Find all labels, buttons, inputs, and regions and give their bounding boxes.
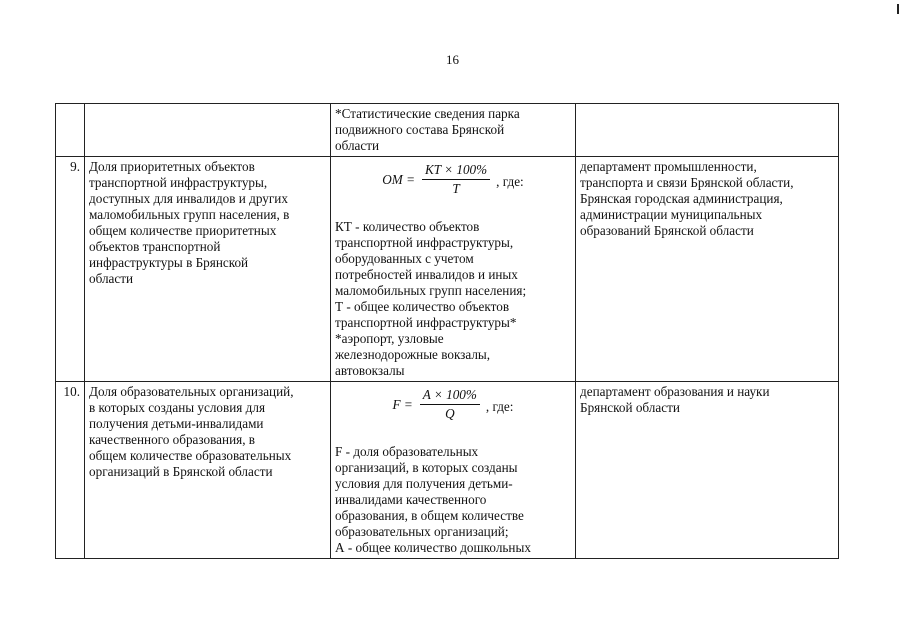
formula-lhs: F = xyxy=(392,396,413,412)
method-text: F - доля образовательных организаций, в которых созданы условия для получения детьми- инвалидами качественного образования, в общем количестве образовательных организаций; А - общее количество дошкольных xyxy=(335,444,531,555)
formula xyxy=(335,387,571,422)
row-number: 9. xyxy=(70,159,80,174)
responsible-text: департамент промышленности, транспорта и связи Брянской области, Брянская городская администрация, администрации муниципальных образований Брянской области xyxy=(580,159,794,238)
responsible-text: департамент образования и науки Брянской области xyxy=(580,384,770,415)
table-row xyxy=(56,157,839,382)
row-number-cell xyxy=(56,157,85,382)
formula-denominator: T xyxy=(452,181,460,196)
indicator-name-cell xyxy=(85,382,331,559)
indicator-name-cell xyxy=(85,157,331,382)
row-number-cell xyxy=(56,382,85,559)
row-number-cell xyxy=(56,104,85,157)
formula-suffix: , где: xyxy=(485,398,514,414)
formula-lhs: OM = xyxy=(382,171,415,187)
formula xyxy=(335,162,571,197)
formula-numerator: A × 100% xyxy=(420,387,480,405)
method-text: КТ - количество объектов транспортной инфраструктуры, оборудованных с учетом потребностей инвалидов и иных маломобильных групп населения; Т - общее количество объектов транспортной инфраструктуры* *аэропорт, узловые железнодорожные вокзалы, автовокзалы xyxy=(335,219,527,378)
indicators-table xyxy=(55,103,839,559)
table-row xyxy=(56,104,839,157)
method-cell xyxy=(331,382,576,559)
scan-edge-mark xyxy=(897,4,899,14)
indicator-name-cell xyxy=(85,104,331,157)
method-cell xyxy=(331,157,576,382)
method-cell xyxy=(331,104,576,157)
formula-denominator: Q xyxy=(445,406,455,421)
indicator-name: Доля приоритетных объектов транспортной инфраструктуры, доступных для инвалидов и других маломобильных групп населения, в общем количестве приоритетных объектов транспортной инфраструктуры в Брянской области xyxy=(89,159,290,286)
method-text: *Статистические сведения парка подвижного состава Брянской области xyxy=(335,106,520,153)
row-number: 10. xyxy=(63,384,80,399)
formula-numerator: KT × 100% xyxy=(422,162,490,180)
page-number: 16 xyxy=(446,52,459,67)
responsible-cell xyxy=(576,157,839,382)
indicator-name: Доля образовательных организаций, в которых созданы условия для получения детьми-инвалидами качественного образования, в общем количестве образовательных организаций в Брянской области xyxy=(89,384,294,479)
formula-fraction xyxy=(422,162,490,197)
formula-fraction xyxy=(420,387,480,422)
responsible-cell xyxy=(576,382,839,559)
formula-suffix: , где: xyxy=(496,173,524,189)
responsible-cell xyxy=(576,104,839,157)
table-row xyxy=(56,382,839,559)
